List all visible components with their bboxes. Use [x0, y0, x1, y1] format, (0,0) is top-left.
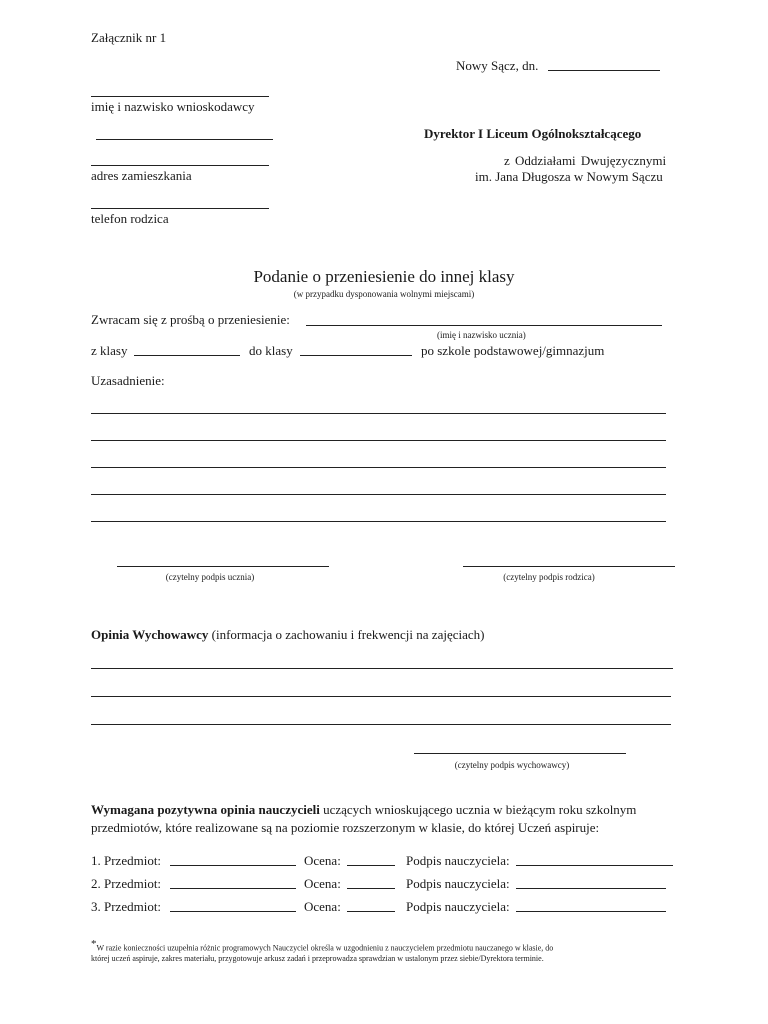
subject-label: 2. Przedmiot:	[91, 876, 162, 891]
student-signature-label: (czytelny podpis ucznia)	[165, 572, 255, 582]
footnote-text1: W razie konieczności uzupełnia różnic programowych Nauczyciel określa w uzgodnieniu z nauczycielem przedmiotu nauczanego w klasie, do	[96, 943, 554, 953]
page-title: Podanie o przeniesienie do innej klasy	[253, 267, 515, 286]
applicant-name-field[interactable]	[91, 96, 269, 97]
teacher-sign-field[interactable]	[516, 911, 666, 912]
opinion-heading	[91, 627, 484, 643]
grade-field[interactable]	[347, 865, 395, 866]
from-class-label: z klasy	[91, 343, 128, 358]
teacher-sign-label: Podpis nauczyciela:	[406, 853, 510, 868]
teacher-sign-field[interactable]	[516, 888, 666, 889]
addressee-line3: im. Jana Długosza w Nowym Sączu	[475, 169, 663, 184]
school-type-label: po szkole podstawowej/gimnazjum	[421, 343, 605, 358]
addressee-line1: Dyrektor I Liceum Ogólnokształcącego	[424, 126, 642, 141]
teacher-sign-label: Podpis nauczyciela:	[406, 876, 510, 891]
address-label: adres zamieszkania	[91, 168, 192, 183]
footnote-marker: *	[91, 938, 97, 950]
student-name-hint: (imię i nazwisko ucznia)	[437, 330, 526, 340]
grade-field[interactable]	[347, 888, 395, 889]
footnote-line1	[91, 938, 553, 953]
date-field[interactable]	[548, 70, 660, 71]
request-intro: Zwracam się z prośbą o przeniesienie:	[91, 312, 290, 327]
teachers-intro-rest: uczących wnioskującego ucznia w bieżącym roku szkolnym	[319, 802, 637, 817]
grade-label: Ocena:	[304, 876, 341, 891]
teachers-intro-bold: Wymagana pozytywna opinia nauczycieli	[91, 802, 320, 817]
opinion-title: Opinia Wychowawcy	[91, 627, 209, 642]
subject-field[interactable]	[170, 865, 296, 866]
phone-label: telefon rodzica	[91, 211, 169, 226]
address-field[interactable]	[91, 165, 269, 166]
teacher-signature-field[interactable]	[414, 753, 626, 754]
justification-line[interactable]	[91, 467, 666, 468]
teachers-intro-line2: przedmiotów, które realizowane są na poziomie rozszerzonym w klasie, do której Uczeń aspiruje:	[91, 820, 600, 835]
justification-line[interactable]	[91, 494, 666, 495]
place-date-label: Nowy Sącz, dn.	[456, 58, 539, 73]
phone-field[interactable]	[91, 208, 269, 209]
opinion-line[interactable]	[91, 724, 671, 725]
footnote-line2: której uczeń aspiruje, zakres materiału, przygotowuje arkusz zadań i przeprowadza sprawdzian w ustalonym przez siebie/Dyrektora terminie.	[91, 954, 544, 963]
teacher-sign-field[interactable]	[516, 865, 673, 866]
grade-label: Ocena:	[304, 899, 341, 914]
subject-field[interactable]	[170, 888, 296, 889]
teacher-signature-label: (czytelny podpis wychowawcy)	[454, 760, 570, 770]
justification-line[interactable]	[91, 413, 666, 414]
subject-label: 1. Przedmiot:	[91, 853, 162, 868]
from-class-field[interactable]	[134, 355, 240, 356]
applicant-name-label: imię i nazwisko wnioskodawcy	[91, 99, 255, 114]
to-class-label: do klasy	[249, 343, 293, 358]
grade-field[interactable]	[347, 911, 395, 912]
grade-label: Ocena:	[304, 853, 341, 868]
justification-line[interactable]	[91, 440, 666, 441]
opinion-hint: (informacja o zachowaniu i frekwencji na zajęciach)	[211, 627, 485, 642]
justification-label: Uzasadnienie:	[91, 373, 165, 388]
applicant-extra-field[interactable]	[96, 139, 273, 140]
student-signature-field[interactable]	[117, 566, 329, 567]
annex-label: Załącznik nr 1	[91, 30, 167, 45]
teachers-intro-line1	[91, 802, 636, 818]
subject-field[interactable]	[170, 911, 296, 912]
page-subtitle: (w przypadku dysponowania wolnymi miejscami)	[293, 289, 475, 299]
to-class-field[interactable]	[300, 355, 412, 356]
teacher-sign-label: Podpis nauczyciela:	[406, 899, 510, 914]
addressee-line2: z Oddziałami Dwujęzycznymi	[504, 153, 667, 168]
justification-line[interactable]	[91, 521, 666, 522]
opinion-line[interactable]	[91, 696, 671, 697]
parent-signature-field[interactable]	[463, 566, 675, 567]
student-name-field[interactable]	[306, 325, 662, 326]
opinion-line[interactable]	[91, 668, 673, 669]
parent-signature-label: (czytelny podpis rodzica)	[503, 572, 595, 582]
subject-label: 3. Przedmiot:	[91, 899, 162, 914]
